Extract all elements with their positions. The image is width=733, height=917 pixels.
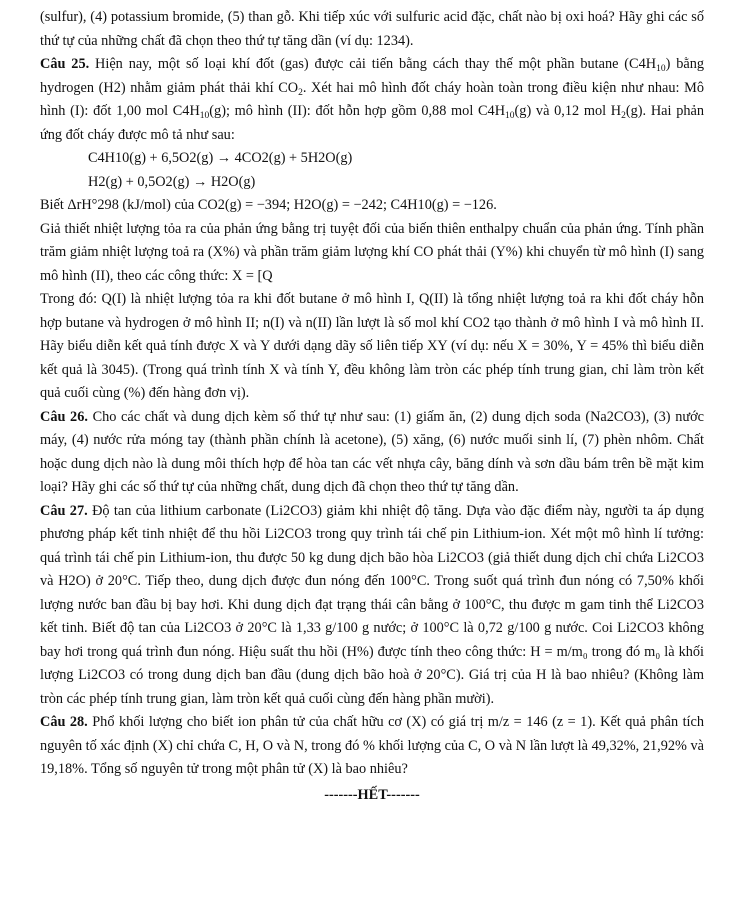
question-25: Câu 25. Hiện nay, một số loại khí đốt (gas) được cải tiến bằng cách thay thế một phần butane $(C4H_{10})$ bằng hydrogen (H2) nhằm giảm phát thải khí $CO_2$. Xét hai mô hình đốt cháy hoàn toàn trong điều kiện như nhau: Mô hình (I): đốt 1,00 mol $C4H_{10}(g)$; mô hình (II): đốt hỗn hợp gồm 0,88 mol $C4H_{10}(g)$ và 0,12 mol $H_2(g)$. Hai phản ứng đốt cháy được mô tả như sau:: [40, 56, 704, 143]
end-mark: -------HẾT-------: [324, 786, 420, 803]
question-25-equations: [40, 147, 704, 194]
question-25-para3: Trong đó: Q(I) là nhiệt lượng tỏa ra khi đốt butane ở mô hình I, Q(II) là tổng nhiệt lượng toả ra khi đốt cháy hỗn hợp butane và hydrogen ở mô hình II; n(I) và n(II) lần lượt là số mol khí CO2 tạo thành ở mô hình I và mô hình II. Hãy biểu diễn kết quả tính được X và Y dưới dạng dãy số liên tiếp XY (ví dụ: nếu X = 30%, Y = 45% thì biểu diễn kết quả là 3045). (Trong quá trình tính X và tính Y, đều không làm tròn các phép tính trung gian, chỉ làm tròn kết quả cuối cùng (%) đến hàng đơn vị).: [40, 291, 704, 401]
enthalpy-data: Biết ΔrH°298 (kJ/mol) của CO2(g) = −394; H2O(g) = −242; C4H10(g) = −126.: [40, 197, 497, 213]
question-25-para2: Giả thiết nhiệt lượng tỏa ra của phản ứng bằng trị tuyệt đối của biến thiên enthalpy chuẩn của phản ứng. Tính phần trăm giảm nhiệt lượng toả ra (X%) và phần trăm giảm lượng khí CO phát thải (Y%) khi chuyển từ mô hình (I) sang mô hình (II), theo các công thức: X = [Q: [40, 220, 704, 284]
equation-2: H2(g) + 0,5O2(g) → H2O(g): [88, 173, 256, 190]
question-26: Câu 26. Cho các chất và dung dịch kèm số thứ tự như sau: (1) giấm ăn, (2) dung dịch soda (Na2CO3), (3) nước máy, (4) nước rửa móng tay (thành phần chính là acetone), (5) xăng, (6) nước muối sinh lí, (7) phèn nhôm. Chất hoặc dung dịch nào là dung môi thích hợp để hòa tan các vết nhựa cây, băng dính và sơn dầu bám trên bề mặt kim loại? Hãy ghi các số thứ tự của những chất, dung dịch đã chọn theo thứ tự tăng dần.: [40, 408, 705, 495]
equation-1: C4H10(g) + 6,5O2(g) → 4CO2(g) + 5H2O(g): [88, 150, 353, 166]
question-24-tail: (sulfur), (4) potassium bromide, (5) than gỗ. Khi tiếp xúc với sulfuric acid đặc, chất nào bị oxi hoá? Hãy ghi các số thứ tự của những chất đã chọn theo thứ tự tăng dần (ví dụ: 1234).: [40, 9, 704, 49]
question-label: Câu 25.: [40, 56, 90, 72]
question-27: Câu 27. Độ tan của lithium carbonate (Li2CO3) giảm khi nhiệt độ tăng. Dựa vào đặc điểm này, người ta áp dụng phương pháp kết tinh nhiệt để thu hồi Li2CO3 trong quy trình tái chế pin Lithium-ion. Xét một mô hình lí tưởng: quá trình tái chế pin Lithium-ion, thu được 50 kg dung dịch bão hòa Li2CO3 (giả thiết dung dịch chỉ chứa Li2CO3 và H2O) ở 20°C. Tiếp theo, dung dịch được đun nóng đến 100°C. Trong suốt quá trình đun nóng có 7,50% khối lượng nước ban đầu bị bay hơi. Khi dung dịch đạt trạng thái cân bằng ở 100°C, thu được m gam tinh thể Li2CO3 kết tinh. Biết độ tan của Li2CO3 ở 20°C là 1,33 g/100 g nước; ở 100°C là 0,72 g/100 g nước. Coi Li2CO3 không bay hơi trong quá trình đun nóng. Hiệu suất thu hồi (H%) được tính theo công thức: H = m/m₀ trong đó m₀ là khối lượng Li2CO3 có trong dung dịch ban đầu (dung dịch bão hoà ở 20°C). Giá trị của H là bao nhiêu? (Không làm tròn các phép tính trung gian, làm tròn kết quả cuối cùng đến hàng phần mười).: [40, 502, 705, 707]
question-28: Câu 28. Phổ khối lượng cho biết ion phân tử của chất hữu cơ (X) có giá trị m/z = 146 (z = 1). Kết quả phân tích nguyên tố xác định (X) chỉ chứa C, H, O và N, trong đó % khối lượng của C, O và N lần lượt là 49,32%, 21,92% và 19,18%. Tổng số nguyên tử trong một phân tử (X) là bao nhiêu?: [40, 714, 705, 777]
exam-page: [40, 0, 704, 807]
